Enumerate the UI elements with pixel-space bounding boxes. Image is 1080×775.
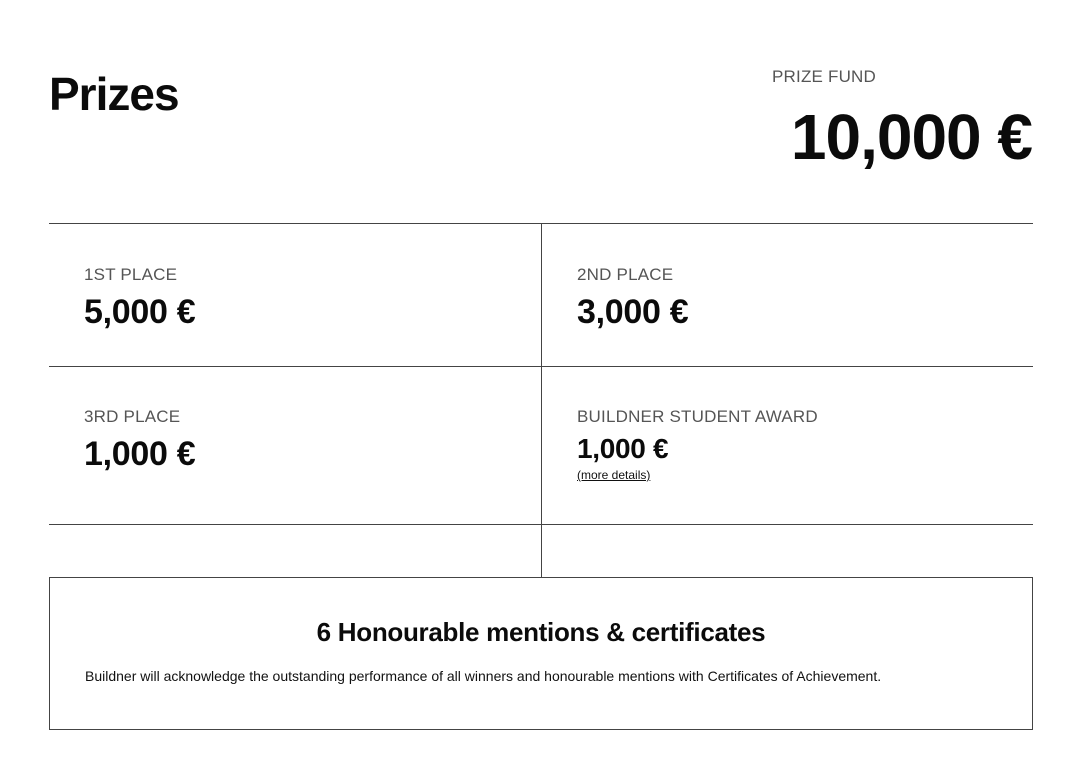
prize-amount: 1,000 € [84, 435, 196, 473]
prize-second-place [542, 264, 1034, 332]
prizes-grid [49, 223, 1033, 578]
prize-label: 3RD PLACE [84, 407, 181, 426]
more-details-link[interactable]: (more details) [577, 468, 651, 482]
prize-third-place [49, 406, 541, 474]
page-title: Prizes [49, 68, 179, 120]
prize-amount: 1,000 € [577, 433, 669, 464]
prize-student-award [542, 406, 1034, 484]
prize-fund [772, 66, 1032, 174]
prize-amount: 5,000 € [84, 293, 196, 331]
honourable-mentions-text: Buildner will acknowledge the outstanding performance of all winners and honourable mentions with Certificates of Achievement. [85, 668, 882, 684]
prize-amount: 3,000 € [577, 293, 689, 331]
honourable-mentions-box [49, 577, 1033, 730]
honourable-mentions-title: 6 Honourable mentions & certificates [316, 617, 766, 647]
prize-label: 2ND PLACE [577, 265, 674, 284]
prize-first-place [49, 264, 541, 332]
prize-label: BUILDNER STUDENT AWARD [577, 407, 818, 426]
prize-fund-value: 10,000 € [790, 101, 1032, 173]
prize-label: 1ST PLACE [84, 265, 178, 284]
prize-fund-label: PRIZE FUND [772, 67, 876, 86]
